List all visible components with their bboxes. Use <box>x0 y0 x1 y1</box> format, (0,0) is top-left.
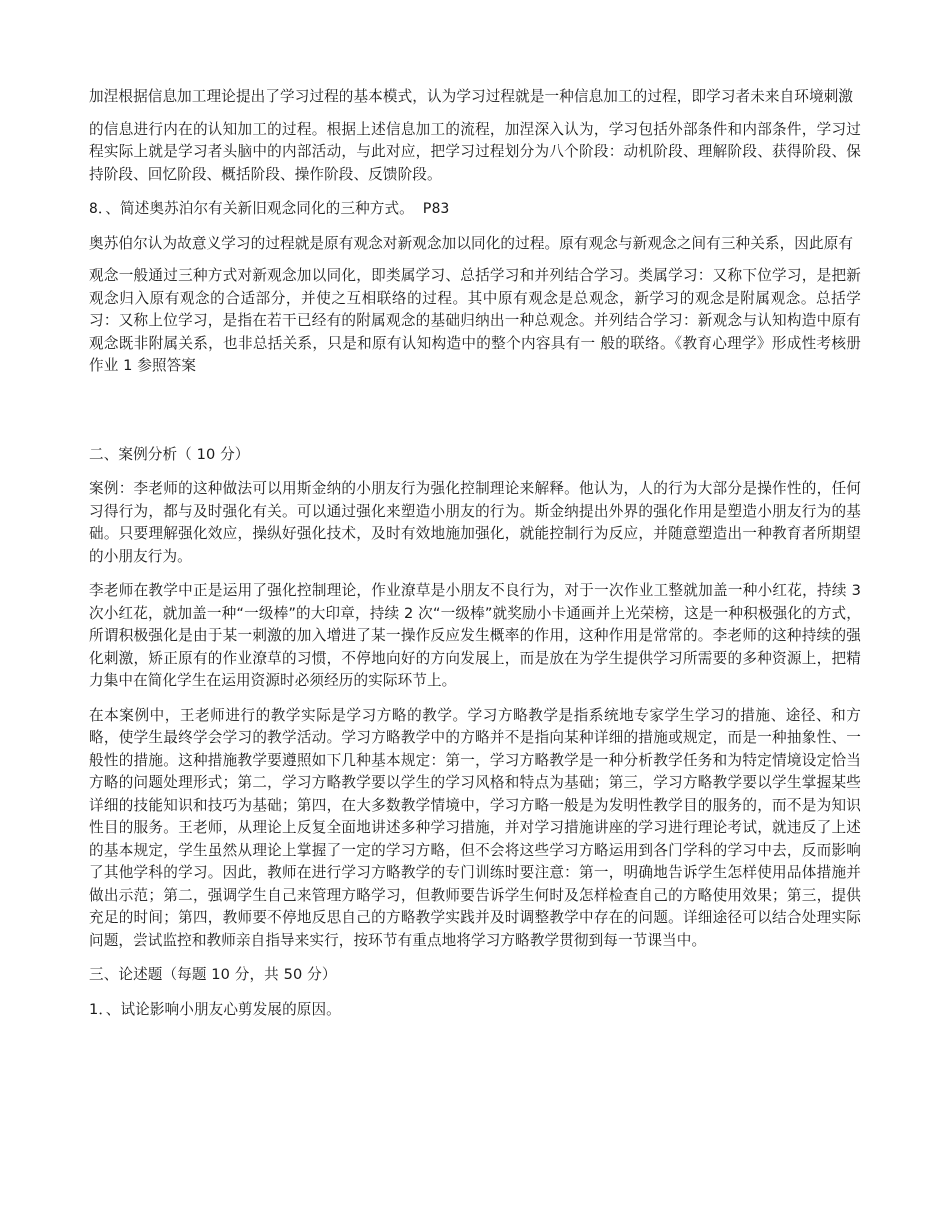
paragraph-ausubel-intro: 奥苏伯尔认为故意义学习的过程就是原有观念对新观念加以同化的过程。原有观念与新观念之间有三种关系，因此原有 <box>89 234 854 252</box>
paragraph-case-teacher-li: 李老师在教学中正是运用了强化控制理论，作业潦草是小朋友不良行为，对于一次作业工整就加盖一种小红花，持续 3 次小红花，就加盖一种“一级棒”的大印章，持续 2 次“一级棒”就奖励小卡通画并上光荣榜，这是一种积极强化的方式，所谓积极强化是由于某一刺激的加入增进了某一操作反应发生概率的作用，这种作用是常常的。李老师的这种持续的强化刺激，矫正原有的作业潦草的习惯，不停地向好的方向发展上，而是放在为学生提供学习所需要的多种资源上，把精力集中在简化学生在运用资源时必须经历的实际环节上。 <box>89 582 861 689</box>
paragraph-gagne-stages: 的信息进行内在的认知加工的过程。根据上述信息加工的流程，加涅深入认为，学习包括外部条件和内部条件，学习过程实际上就是学习者头脑中的内部活动，与此对应，把学习过程划分为八个阶段：动机阶段、理解阶段、获得阶段、保持阶段、回忆阶段、概括阶段、操作阶段、反馈阶段。 <box>89 120 861 183</box>
section-case-analysis-heading: 二、案例分析（ 10 分） <box>89 445 250 463</box>
paragraph-gagne-intro: 加涅根据信息加工理论提出了学习过程的基本模式，认为学习过程就是一种信息加工的过程，即学习者未来自环境刺激 <box>89 88 854 105</box>
question-8-heading: 8．、简述奥苏泊尔有关新旧观念同化的三种方式。 P83 <box>89 200 450 217</box>
question-1-heading: 1．、试论影响小朋友心剪发展的原因。 <box>89 1000 341 1018</box>
section-essay-heading: 三、论述题（每题 10 分，共 50 分） <box>89 966 337 983</box>
paragraph-case-skinner: 案例：李老师的这种做法可以用斯金纳的小朋友行为强化控制理论来解释。他认为，人的行为大部分是操作性的，任何习得行为，都与及时强化有关。可以通过强化来塑造小朋友的行为。斯金纳提出外界的强化作用是塑造小朋友行为的基础。只要理解强化效应，操纵好强化技术，及时有效地施加强化，就能控制行为反应，并随意塑造出一种教育者所期望的小朋友行为。 <box>89 480 861 565</box>
document-page <box>89 86 861 1021</box>
paragraph-ausubel-modes: 观念一般通过三种方式对新观念加以同化，即类属学习、总括学习和并列结合学习。类属学习：又称下位学习，是把新观念归入原有观念的合适部分，并使之互相联络的过程。其中原有观念是总观念，新学习的观念是附属观念。总括学习：又称上位学习，是指在若干已经有的附属观念的基础归纳出一种总观念。并列结合学习：新观念与认知构造中原有观念既非附属关系，也非总括关系，只是和原有认知构造中的整个内容具有一 般的联络。《教育心理学》形成性考核册作业 1 参照答案 <box>89 267 861 374</box>
paragraph-case-teacher-wang: 在本案例中，王老师进行的教学实际是学习方略的教学。学习方略教学是指系统地专家学生学习的措施、途径、和方略，使学生最终学会学习的教学活动。学习方略教学中的方略并不是指向某种详细的措施或规定，而是一种抽象性、一般性的措施。这种措施教学要遵照如下几种基本规定：第一，学习方略教学是一种分析教学任务和为特定情境设定恰当方略的问题处理形式；第二，学习方略教学要以学生的学习风格和特点为基础；第三，学习方略教学要以学生掌握某些详细的技能知识和技巧为基础；第四，在大多数教学情境中，学习方略一般是为发明性教学目的服务的，而不是为知识性目的服务。王老师，从理论上反复全面地讲述多种学习措施，并对学习措施讲座的学习进行理论考试，就违反了上述的基本规定，学生虽然从理论上掌握了一定的学习方略，但不会将这些学习方略运用到各门学科的学习中去，反而影响了其他学科的学习。因此，教师在进行学习方略教学的专门训练时要注意：第一，明确地告诉学生怎样使用品体措施并做出示范；第二，强调学生自己来管理方略学习，但教师要告诉学生何时及怎样检查自己的方略使用效果；第三，提供充足的时间；第四，教师要不停地反思自己的方略教学实践并及时调整教学中存在的问题。详细途径可以结合处理实际问题，尝试监控和教师亲自指导来实行，按环节有重点地将学习方略教学贯彻到每一节课当中。 <box>89 706 861 949</box>
